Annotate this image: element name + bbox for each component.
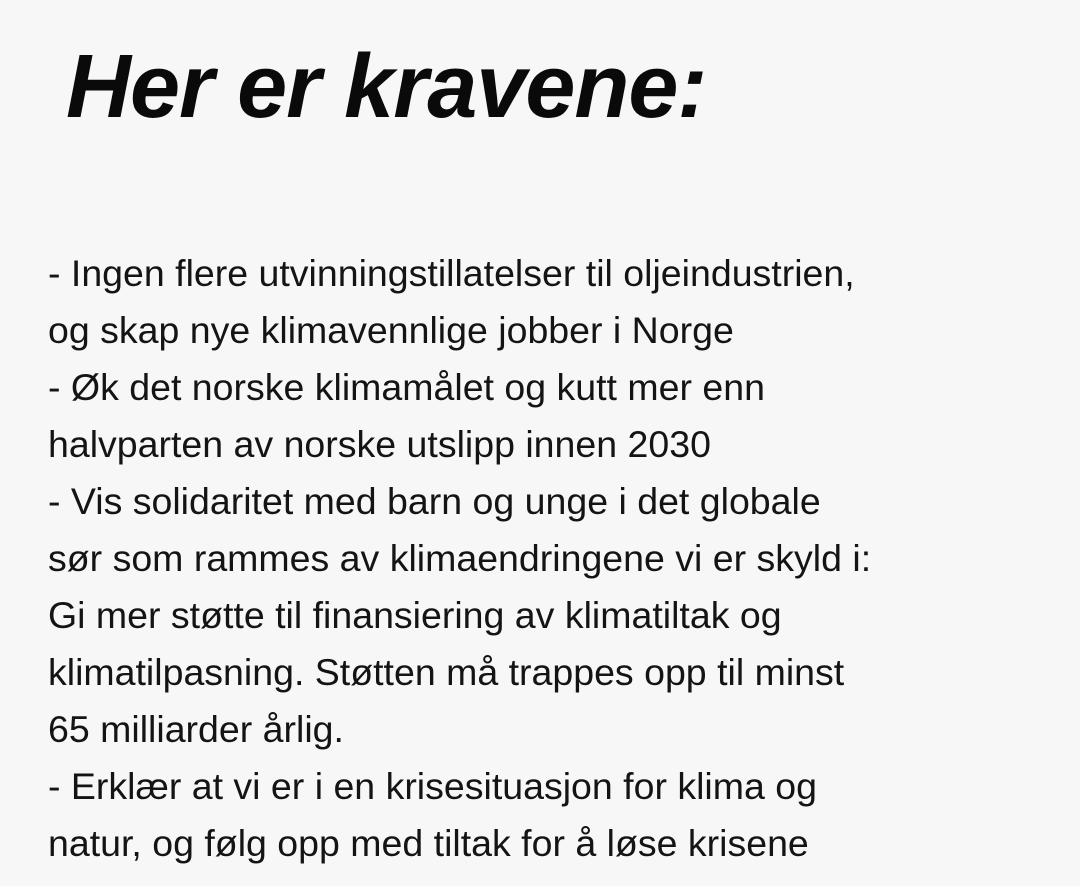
- demand-line: 65 milliarder årlig.: [48, 707, 344, 750]
- demand-line: - Ingen flere utvinningstillatelser til oljeindustrien,: [48, 251, 855, 294]
- page-title: Her er kravene:: [66, 37, 707, 137]
- demand-line: klimatilpasning. Støtten må trappes opp til minst: [48, 650, 845, 693]
- demand-line: og skap nye klimavennlige jobber i Norge: [48, 308, 734, 351]
- demand-line: - Øk det norske klimamålet og kutt mer enn: [48, 365, 765, 408]
- demands-list: [48, 245, 1035, 872]
- demand-line: Gi mer støtte til finansiering av klimatiltak og: [48, 593, 782, 636]
- demand-line: halvparten av norske utslipp innen 2030: [48, 422, 711, 465]
- demand-line: - Vis solidaritet med barn og unge i det globale: [48, 479, 821, 522]
- demand-line: natur, og følg opp med tiltak for å løse krisene: [48, 821, 809, 864]
- demand-line: - Erklær at vi er i en krisesituasjon for klima og: [48, 764, 817, 807]
- demand-line: sør som rammes av klimaendringene vi er skyld i:: [48, 536, 872, 579]
